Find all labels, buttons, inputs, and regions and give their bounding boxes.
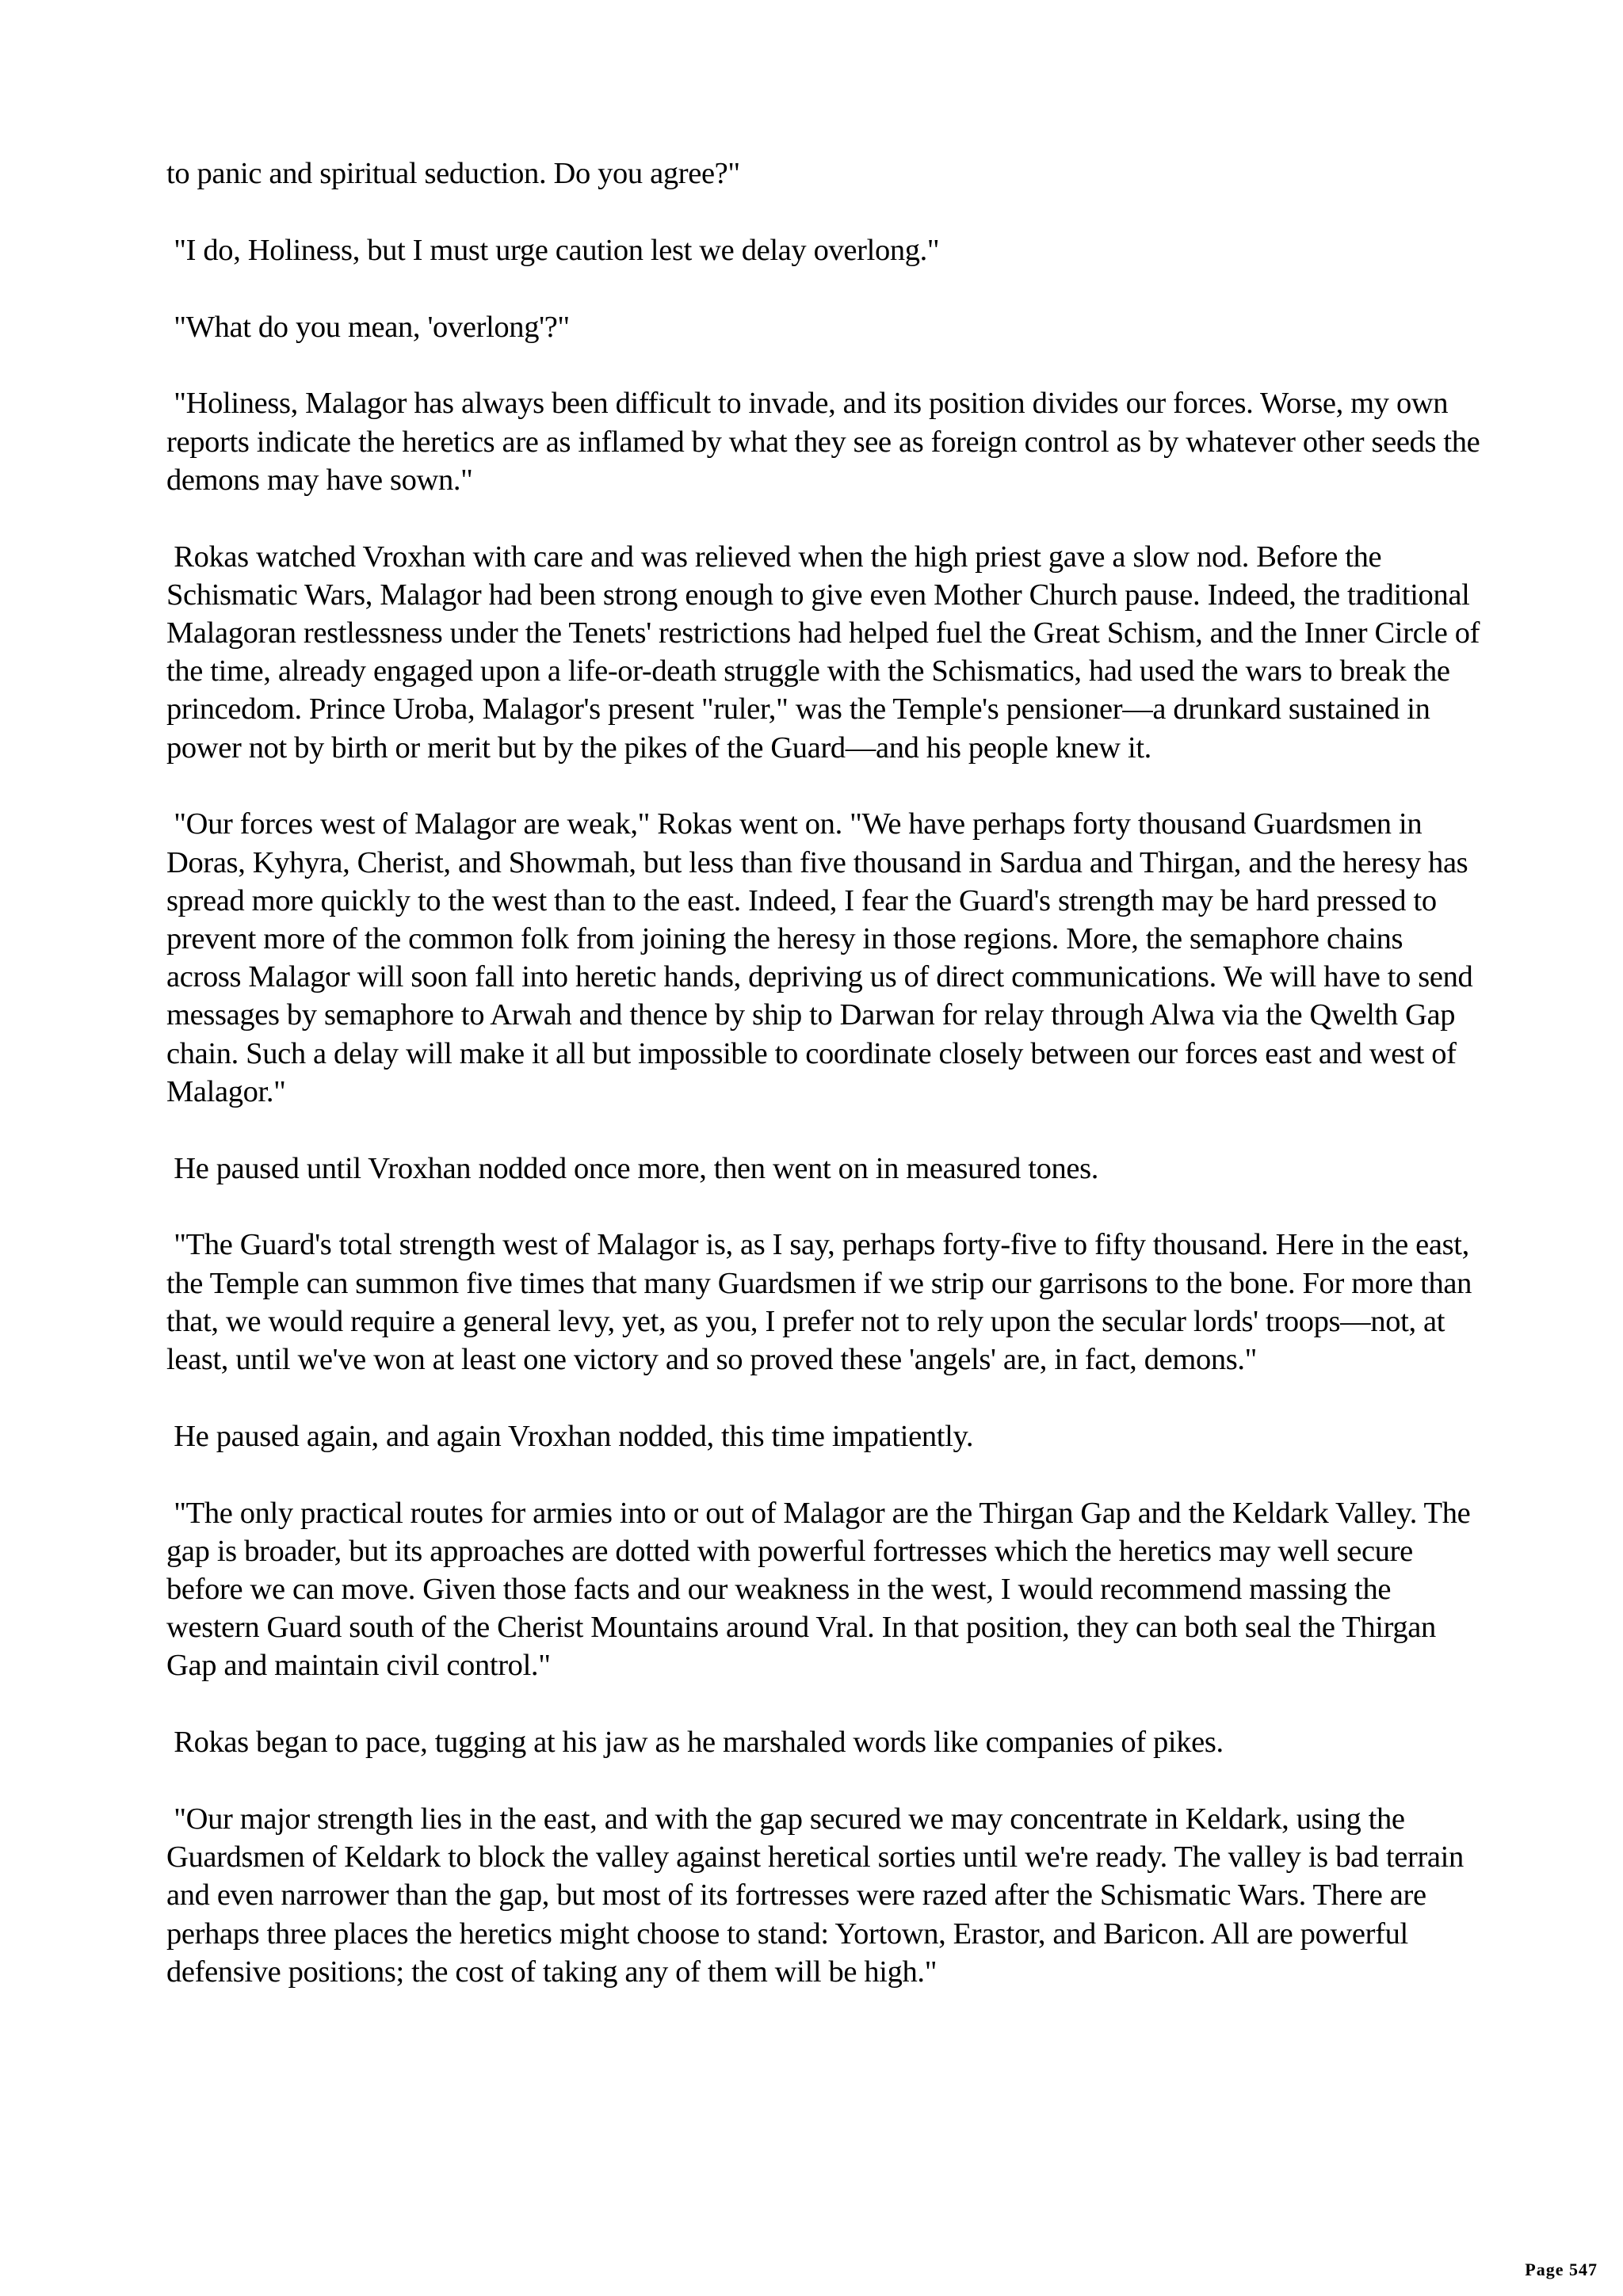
paragraph: "The Guard's total strength west of Malagor is, as I say, perhaps forty-five to fifty thousand. Here in the east, the Temple can summon five times that many Guardsmen if we strip our garrisons to the bone. For more than that, we would require a general levy, yet, as you, I prefer not to rely upon the secular lords' troops—not, at least, until we've won at least one victory and so proved these 'angels' are, in fact, demons." [166, 1228, 1480, 1377]
paragraph: "Our forces west of Malagor are weak," Rokas went on. "We have perhaps forty thousand Guardsmen in Doras, Kyhyra, Cherist, and Showmah, but less than five thousand in Sardua and Thirgan, and the heresy has spread more quickly to the west than to the east. Indeed, I fear the Guard's strength may be hard pressed to prevent more of the common folk from joining the heresy in those regions. More, the semaphore chains across Malagor will soon fall into heretic hands, depriving us of direct communications. We will have to send messages by semaphore to Arwah and thence by ship to Darwan for relay through Alwa via the Qwelth Gap chain. Such a delay will make it all but impossible to coordinate closely between our forces east and west of Malagor." [166, 807, 1480, 1108]
paragraph: He paused until Vroxhan nodded once more, then went on in measured tones. [166, 1151, 1099, 1185]
paragraph: Rokas began to pace, tugging at his jaw as he marshaled words like companies of pikes. [166, 1726, 1224, 1760]
paragraph: "The only practical routes for armies into or out of Malagor are the Thirgan Gap and the Keldark Valley. The gap is broader, but its approaches are dotted with powerful fortresses which the heretics may well secure before we can move. Given those facts and our weakness in the west, I would recommend massing the western Guard south of the Cherist Mountains around Vral. In that position, they can both seal the Thirgan Gap and maintain civil control." [166, 1496, 1478, 1683]
paragraph: Rokas watched Vroxhan with care and was relieved when the high priest gave a slow nod. Before the Schismatic Wars, Malagor had been strong enough to give even Mother Church pause. Indeed, the traditional Malagoran restlessness under the Tenets' restrictions had helped fuel the Great Schism, and the Inner Circle of the time, already engaged upon a life-or-death struggle with the Schismatics, had used the wars to break the princedom. Prince Uroba, Malagor's present "ruler," was the Temple's pensioner—a drunkard sustained in power not by birth or merit but by the pikes of the Guard—and his people knew it. [166, 540, 1487, 765]
paragraph: to panic and spiritual seduction. Do you agree?" [166, 157, 740, 190]
paragraph: "Our major strength lies in the east, and with the gap secured we may concentrate in Keldark, using the Guardsmen of Keldark to block the valley against heretical sorties until we're ready. The valley is bad terrain and even narrower than the gap, but most of its fortresses were razed after the Schismatic Wars. There are perhaps three places the heretics might choose to stand: Yortown, Erastor, and Baricon. All are powerful defensive positions; the cost of taking any of them will be high." [166, 1802, 1472, 1989]
document-body [166, 154, 1487, 2030]
paragraph: "I do, Holiness, but I must urge caution lest we delay overlong." [166, 233, 940, 267]
paragraph: "What do you mean, 'overlong'?" [166, 310, 570, 344]
paragraph: "Holiness, Malagor has always been difficult to invade, and its position divides our forces. Worse, my own reports indicate the heretics are as inflamed by what they see as foreign control as by whatever other seeds the demons may have sown." [166, 387, 1487, 497]
page-number: Page 547 [1525, 2260, 1598, 2279]
paragraph: He paused again, and again Vroxhan nodded, this time impatiently. [166, 1419, 974, 1453]
